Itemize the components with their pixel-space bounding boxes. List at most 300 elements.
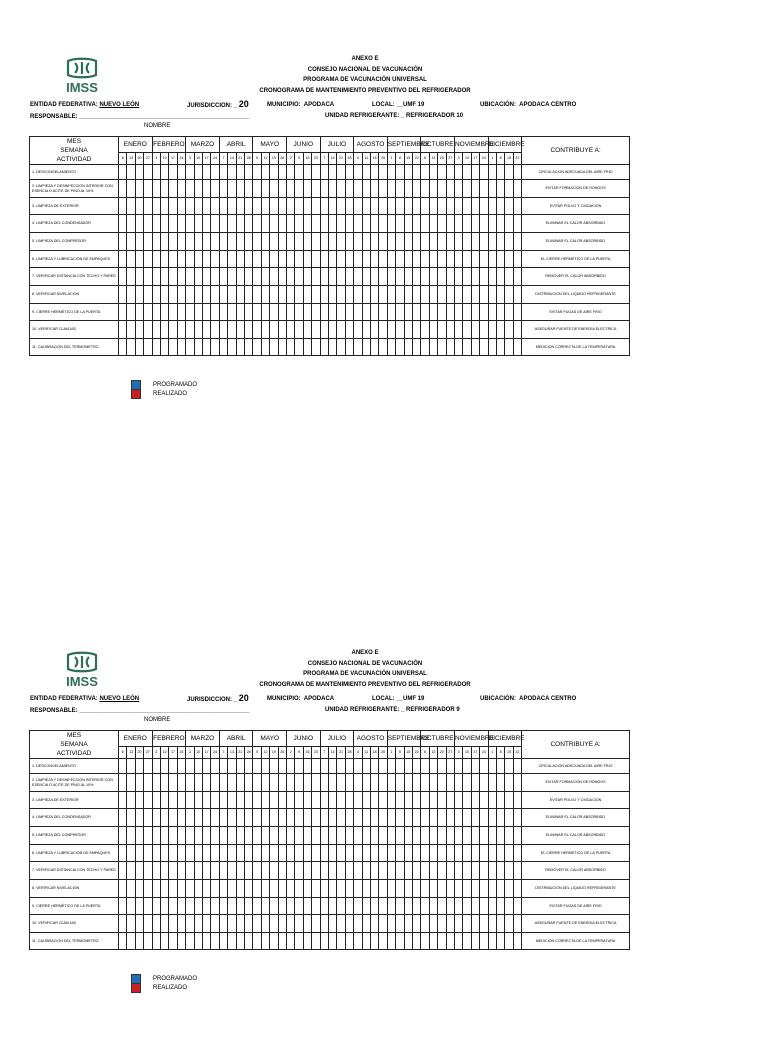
schedule-cell[interactable]	[496, 339, 504, 356]
schedule-cell[interactable]	[202, 880, 210, 898]
schedule-cell[interactable]	[211, 809, 219, 827]
schedule-cell[interactable]	[202, 915, 210, 933]
schedule-cell[interactable]	[446, 827, 454, 845]
schedule-cell[interactable]	[328, 792, 336, 809]
schedule-cell[interactable]	[320, 251, 328, 268]
schedule-cell[interactable]	[337, 759, 345, 774]
schedule-cell[interactable]	[244, 304, 252, 321]
schedule-cell[interactable]	[513, 759, 521, 774]
schedule-cell[interactable]	[513, 915, 521, 933]
schedule-cell[interactable]	[160, 845, 168, 862]
schedule-cell[interactable]	[345, 792, 353, 809]
schedule-cell[interactable]	[278, 286, 286, 304]
schedule-cell[interactable]	[169, 180, 177, 198]
schedule-cell[interactable]	[194, 827, 202, 845]
schedule-cell[interactable]	[194, 774, 202, 792]
schedule-cell[interactable]	[480, 304, 488, 321]
schedule-cell[interactable]	[287, 759, 295, 774]
schedule-cell[interactable]	[261, 827, 269, 845]
schedule-cell[interactable]	[328, 233, 336, 251]
schedule-cell[interactable]	[328, 809, 336, 827]
schedule-cell[interactable]	[412, 915, 420, 933]
schedule-cell[interactable]	[177, 215, 185, 233]
schedule-cell[interactable]	[295, 268, 303, 286]
schedule-cell[interactable]	[387, 862, 395, 880]
schedule-cell[interactable]	[421, 251, 429, 268]
schedule-cell[interactable]	[261, 180, 269, 198]
schedule-cell[interactable]	[488, 898, 496, 915]
schedule-cell[interactable]	[337, 880, 345, 898]
schedule-cell[interactable]	[404, 286, 412, 304]
schedule-cell[interactable]	[513, 827, 521, 845]
schedule-cell[interactable]	[337, 233, 345, 251]
schedule-cell[interactable]	[135, 339, 143, 356]
schedule-cell[interactable]	[144, 915, 152, 933]
schedule-cell[interactable]	[404, 321, 412, 339]
schedule-cell[interactable]	[328, 759, 336, 774]
schedule-cell[interactable]	[320, 827, 328, 845]
schedule-cell[interactable]	[228, 180, 236, 198]
schedule-cell[interactable]	[421, 827, 429, 845]
schedule-cell[interactable]	[219, 215, 227, 233]
schedule-cell[interactable]	[278, 180, 286, 198]
schedule-cell[interactable]	[513, 862, 521, 880]
schedule-cell[interactable]	[404, 915, 412, 933]
schedule-cell[interactable]	[446, 268, 454, 286]
schedule-cell[interactable]	[396, 827, 404, 845]
schedule-cell[interactable]	[236, 915, 244, 933]
schedule-cell[interactable]	[169, 215, 177, 233]
schedule-cell[interactable]	[186, 845, 194, 862]
schedule-cell[interactable]	[438, 845, 446, 862]
schedule-cell[interactable]	[337, 180, 345, 198]
schedule-cell[interactable]	[119, 198, 127, 215]
schedule-cell[interactable]	[480, 198, 488, 215]
schedule-cell[interactable]	[505, 809, 513, 827]
schedule-cell[interactable]	[287, 862, 295, 880]
schedule-cell[interactable]	[471, 792, 479, 809]
schedule-cell[interactable]	[127, 233, 135, 251]
schedule-cell[interactable]	[253, 286, 261, 304]
schedule-cell[interactable]	[152, 774, 160, 792]
schedule-cell[interactable]	[202, 809, 210, 827]
schedule-cell[interactable]	[396, 792, 404, 809]
schedule-cell[interactable]	[362, 180, 370, 198]
schedule-cell[interactable]	[404, 180, 412, 198]
schedule-cell[interactable]	[454, 339, 462, 356]
schedule-cell[interactable]	[345, 827, 353, 845]
schedule-cell[interactable]	[421, 845, 429, 862]
schedule-cell[interactable]	[295, 286, 303, 304]
schedule-cell[interactable]	[446, 880, 454, 898]
schedule-cell[interactable]	[429, 827, 437, 845]
schedule-cell[interactable]	[513, 880, 521, 898]
schedule-cell[interactable]	[404, 792, 412, 809]
schedule-cell[interactable]	[119, 933, 127, 950]
schedule-cell[interactable]	[404, 215, 412, 233]
schedule-cell[interactable]	[396, 809, 404, 827]
schedule-cell[interactable]	[454, 759, 462, 774]
schedule-cell[interactable]	[119, 827, 127, 845]
schedule-cell[interactable]	[488, 845, 496, 862]
schedule-cell[interactable]	[152, 251, 160, 268]
schedule-cell[interactable]	[387, 251, 395, 268]
schedule-cell[interactable]	[480, 268, 488, 286]
schedule-cell[interactable]	[505, 233, 513, 251]
schedule-cell[interactable]	[370, 827, 378, 845]
schedule-cell[interactable]	[345, 215, 353, 233]
schedule-cell[interactable]	[429, 915, 437, 933]
schedule-cell[interactable]	[320, 180, 328, 198]
schedule-cell[interactable]	[480, 215, 488, 233]
schedule-cell[interactable]	[244, 792, 252, 809]
schedule-cell[interactable]	[438, 898, 446, 915]
schedule-cell[interactable]	[396, 251, 404, 268]
schedule-cell[interactable]	[135, 809, 143, 827]
schedule-cell[interactable]	[261, 809, 269, 827]
schedule-cell[interactable]	[454, 215, 462, 233]
schedule-cell[interactable]	[186, 233, 194, 251]
schedule-cell[interactable]	[295, 233, 303, 251]
schedule-cell[interactable]	[354, 165, 362, 180]
schedule-cell[interactable]	[211, 180, 219, 198]
schedule-cell[interactable]	[244, 198, 252, 215]
schedule-cell[interactable]	[496, 268, 504, 286]
schedule-cell[interactable]	[320, 268, 328, 286]
schedule-cell[interactable]	[169, 827, 177, 845]
schedule-cell[interactable]	[253, 880, 261, 898]
schedule-cell[interactable]	[345, 180, 353, 198]
schedule-cell[interactable]	[236, 933, 244, 950]
schedule-cell[interactable]	[496, 898, 504, 915]
schedule-cell[interactable]	[471, 915, 479, 933]
schedule-cell[interactable]	[261, 339, 269, 356]
schedule-cell[interactable]	[496, 792, 504, 809]
schedule-cell[interactable]	[127, 251, 135, 268]
schedule-cell[interactable]	[152, 165, 160, 180]
schedule-cell[interactable]	[463, 845, 471, 862]
schedule-cell[interactable]	[320, 759, 328, 774]
schedule-cell[interactable]	[471, 215, 479, 233]
schedule-cell[interactable]	[396, 880, 404, 898]
schedule-cell[interactable]	[354, 215, 362, 233]
schedule-cell[interactable]	[211, 251, 219, 268]
schedule-cell[interactable]	[404, 827, 412, 845]
schedule-cell[interactable]	[379, 933, 387, 950]
schedule-cell[interactable]	[454, 180, 462, 198]
schedule-cell[interactable]	[328, 304, 336, 321]
schedule-cell[interactable]	[152, 215, 160, 233]
schedule-cell[interactable]	[119, 898, 127, 915]
schedule-cell[interactable]	[421, 268, 429, 286]
schedule-cell[interactable]	[429, 845, 437, 862]
schedule-cell[interactable]	[513, 321, 521, 339]
schedule-cell[interactable]	[228, 339, 236, 356]
schedule-cell[interactable]	[119, 862, 127, 880]
schedule-cell[interactable]	[261, 165, 269, 180]
schedule-cell[interactable]	[396, 304, 404, 321]
schedule-cell[interactable]	[312, 198, 320, 215]
schedule-cell[interactable]	[202, 304, 210, 321]
schedule-cell[interactable]	[194, 759, 202, 774]
schedule-cell[interactable]	[370, 898, 378, 915]
schedule-cell[interactable]	[295, 862, 303, 880]
schedule-cell[interactable]	[236, 268, 244, 286]
schedule-cell[interactable]	[328, 286, 336, 304]
schedule-cell[interactable]	[362, 933, 370, 950]
schedule-cell[interactable]	[354, 180, 362, 198]
schedule-cell[interactable]	[337, 304, 345, 321]
schedule-cell[interactable]	[387, 809, 395, 827]
schedule-cell[interactable]	[429, 198, 437, 215]
schedule-cell[interactable]	[362, 845, 370, 862]
schedule-cell[interactable]	[278, 898, 286, 915]
schedule-cell[interactable]	[127, 198, 135, 215]
schedule-cell[interactable]	[345, 304, 353, 321]
schedule-cell[interactable]	[236, 809, 244, 827]
schedule-cell[interactable]	[328, 774, 336, 792]
schedule-cell[interactable]	[287, 268, 295, 286]
schedule-cell[interactable]	[119, 304, 127, 321]
schedule-cell[interactable]	[412, 827, 420, 845]
schedule-cell[interactable]	[337, 862, 345, 880]
schedule-cell[interactable]	[345, 933, 353, 950]
schedule-cell[interactable]	[362, 304, 370, 321]
schedule-cell[interactable]	[219, 809, 227, 827]
schedule-cell[interactable]	[261, 304, 269, 321]
schedule-cell[interactable]	[396, 933, 404, 950]
schedule-cell[interactable]	[127, 792, 135, 809]
schedule-cell[interactable]	[312, 251, 320, 268]
schedule-cell[interactable]	[446, 339, 454, 356]
schedule-cell[interactable]	[404, 809, 412, 827]
schedule-cell[interactable]	[253, 215, 261, 233]
schedule-cell[interactable]	[160, 915, 168, 933]
schedule-cell[interactable]	[446, 792, 454, 809]
schedule-cell[interactable]	[278, 827, 286, 845]
schedule-cell[interactable]	[135, 268, 143, 286]
schedule-cell[interactable]	[471, 880, 479, 898]
schedule-cell[interactable]	[211, 198, 219, 215]
schedule-cell[interactable]	[505, 933, 513, 950]
schedule-cell[interactable]	[152, 286, 160, 304]
schedule-cell[interactable]	[412, 339, 420, 356]
schedule-cell[interactable]	[202, 774, 210, 792]
schedule-cell[interactable]	[119, 774, 127, 792]
schedule-cell[interactable]	[119, 286, 127, 304]
schedule-cell[interactable]	[446, 233, 454, 251]
schedule-cell[interactable]	[488, 774, 496, 792]
schedule-cell[interactable]	[404, 165, 412, 180]
schedule-cell[interactable]	[421, 774, 429, 792]
schedule-cell[interactable]	[312, 268, 320, 286]
schedule-cell[interactable]	[144, 233, 152, 251]
schedule-cell[interactable]	[412, 198, 420, 215]
schedule-cell[interactable]	[169, 774, 177, 792]
schedule-cell[interactable]	[261, 898, 269, 915]
schedule-cell[interactable]	[202, 180, 210, 198]
schedule-cell[interactable]	[160, 827, 168, 845]
schedule-cell[interactable]	[127, 339, 135, 356]
schedule-cell[interactable]	[261, 933, 269, 950]
schedule-cell[interactable]	[119, 759, 127, 774]
schedule-cell[interactable]	[370, 215, 378, 233]
schedule-cell[interactable]	[135, 286, 143, 304]
schedule-cell[interactable]	[471, 933, 479, 950]
schedule-cell[interactable]	[144, 759, 152, 774]
schedule-cell[interactable]	[303, 933, 311, 950]
schedule-cell[interactable]	[177, 304, 185, 321]
schedule-cell[interactable]	[412, 304, 420, 321]
schedule-cell[interactable]	[127, 304, 135, 321]
schedule-cell[interactable]	[287, 180, 295, 198]
schedule-cell[interactable]	[337, 792, 345, 809]
schedule-cell[interactable]	[412, 845, 420, 862]
schedule-cell[interactable]	[404, 774, 412, 792]
schedule-cell[interactable]	[429, 792, 437, 809]
schedule-cell[interactable]	[202, 862, 210, 880]
schedule-cell[interactable]	[396, 759, 404, 774]
schedule-cell[interactable]	[446, 862, 454, 880]
schedule-cell[interactable]	[228, 268, 236, 286]
schedule-cell[interactable]	[454, 251, 462, 268]
schedule-cell[interactable]	[186, 792, 194, 809]
schedule-cell[interactable]	[438, 180, 446, 198]
schedule-cell[interactable]	[295, 180, 303, 198]
schedule-cell[interactable]	[387, 304, 395, 321]
schedule-cell[interactable]	[177, 898, 185, 915]
schedule-cell[interactable]	[236, 251, 244, 268]
schedule-cell[interactable]	[160, 759, 168, 774]
schedule-cell[interactable]	[362, 215, 370, 233]
schedule-cell[interactable]	[312, 792, 320, 809]
schedule-cell[interactable]	[337, 915, 345, 933]
schedule-cell[interactable]	[160, 862, 168, 880]
schedule-cell[interactable]	[127, 845, 135, 862]
schedule-cell[interactable]	[480, 880, 488, 898]
schedule-cell[interactable]	[446, 286, 454, 304]
schedule-cell[interactable]	[505, 304, 513, 321]
schedule-cell[interactable]	[119, 215, 127, 233]
schedule-cell[interactable]	[127, 898, 135, 915]
schedule-cell[interactable]	[253, 759, 261, 774]
schedule-cell[interactable]	[261, 915, 269, 933]
schedule-cell[interactable]	[463, 880, 471, 898]
schedule-cell[interactable]	[337, 774, 345, 792]
schedule-cell[interactable]	[244, 862, 252, 880]
schedule-cell[interactable]	[169, 198, 177, 215]
schedule-cell[interactable]	[471, 862, 479, 880]
schedule-cell[interactable]	[404, 198, 412, 215]
schedule-cell[interactable]	[513, 180, 521, 198]
schedule-cell[interactable]	[379, 339, 387, 356]
schedule-cell[interactable]	[345, 165, 353, 180]
schedule-cell[interactable]	[496, 286, 504, 304]
schedule-cell[interactable]	[119, 268, 127, 286]
schedule-cell[interactable]	[505, 251, 513, 268]
schedule-cell[interactable]	[396, 321, 404, 339]
schedule-cell[interactable]	[505, 915, 513, 933]
schedule-cell[interactable]	[396, 845, 404, 862]
schedule-cell[interactable]	[429, 862, 437, 880]
schedule-cell[interactable]	[144, 215, 152, 233]
schedule-cell[interactable]	[328, 215, 336, 233]
schedule-cell[interactable]	[253, 809, 261, 827]
schedule-cell[interactable]	[454, 862, 462, 880]
schedule-cell[interactable]	[270, 880, 278, 898]
schedule-cell[interactable]	[211, 862, 219, 880]
schedule-cell[interactable]	[127, 180, 135, 198]
schedule-cell[interactable]	[488, 286, 496, 304]
schedule-cell[interactable]	[454, 880, 462, 898]
schedule-cell[interactable]	[228, 827, 236, 845]
schedule-cell[interactable]	[144, 251, 152, 268]
schedule-cell[interactable]	[219, 862, 227, 880]
schedule-cell[interactable]	[463, 827, 471, 845]
schedule-cell[interactable]	[454, 321, 462, 339]
schedule-cell[interactable]	[379, 286, 387, 304]
schedule-cell[interactable]	[219, 286, 227, 304]
schedule-cell[interactable]	[127, 268, 135, 286]
schedule-cell[interactable]	[194, 286, 202, 304]
schedule-cell[interactable]	[320, 933, 328, 950]
schedule-cell[interactable]	[328, 339, 336, 356]
schedule-cell[interactable]	[194, 251, 202, 268]
schedule-cell[interactable]	[194, 792, 202, 809]
schedule-cell[interactable]	[412, 251, 420, 268]
schedule-cell[interactable]	[303, 321, 311, 339]
schedule-cell[interactable]	[496, 933, 504, 950]
schedule-cell[interactable]	[488, 827, 496, 845]
schedule-cell[interactable]	[160, 198, 168, 215]
schedule-cell[interactable]	[480, 774, 488, 792]
schedule-cell[interactable]	[211, 233, 219, 251]
schedule-cell[interactable]	[412, 880, 420, 898]
schedule-cell[interactable]	[119, 915, 127, 933]
schedule-cell[interactable]	[404, 251, 412, 268]
schedule-cell[interactable]	[379, 862, 387, 880]
schedule-cell[interactable]	[160, 792, 168, 809]
schedule-cell[interactable]	[236, 759, 244, 774]
schedule-cell[interactable]	[135, 827, 143, 845]
schedule-cell[interactable]	[219, 251, 227, 268]
schedule-cell[interactable]	[211, 304, 219, 321]
schedule-cell[interactable]	[454, 792, 462, 809]
schedule-cell[interactable]	[412, 165, 420, 180]
schedule-cell[interactable]	[202, 898, 210, 915]
schedule-cell[interactable]	[412, 215, 420, 233]
schedule-cell[interactable]	[295, 198, 303, 215]
schedule-cell[interactable]	[211, 215, 219, 233]
schedule-cell[interactable]	[160, 251, 168, 268]
schedule-cell[interactable]	[328, 933, 336, 950]
schedule-cell[interactable]	[287, 774, 295, 792]
schedule-cell[interactable]	[287, 304, 295, 321]
schedule-cell[interactable]	[186, 286, 194, 304]
schedule-cell[interactable]	[337, 286, 345, 304]
schedule-cell[interactable]	[446, 165, 454, 180]
schedule-cell[interactable]	[219, 774, 227, 792]
schedule-cell[interactable]	[202, 251, 210, 268]
schedule-cell[interactable]	[144, 792, 152, 809]
schedule-cell[interactable]	[505, 215, 513, 233]
schedule-cell[interactable]	[362, 792, 370, 809]
schedule-cell[interactable]	[228, 286, 236, 304]
schedule-cell[interactable]	[480, 845, 488, 862]
schedule-cell[interactable]	[160, 880, 168, 898]
schedule-cell[interactable]	[186, 759, 194, 774]
schedule-cell[interactable]	[404, 268, 412, 286]
